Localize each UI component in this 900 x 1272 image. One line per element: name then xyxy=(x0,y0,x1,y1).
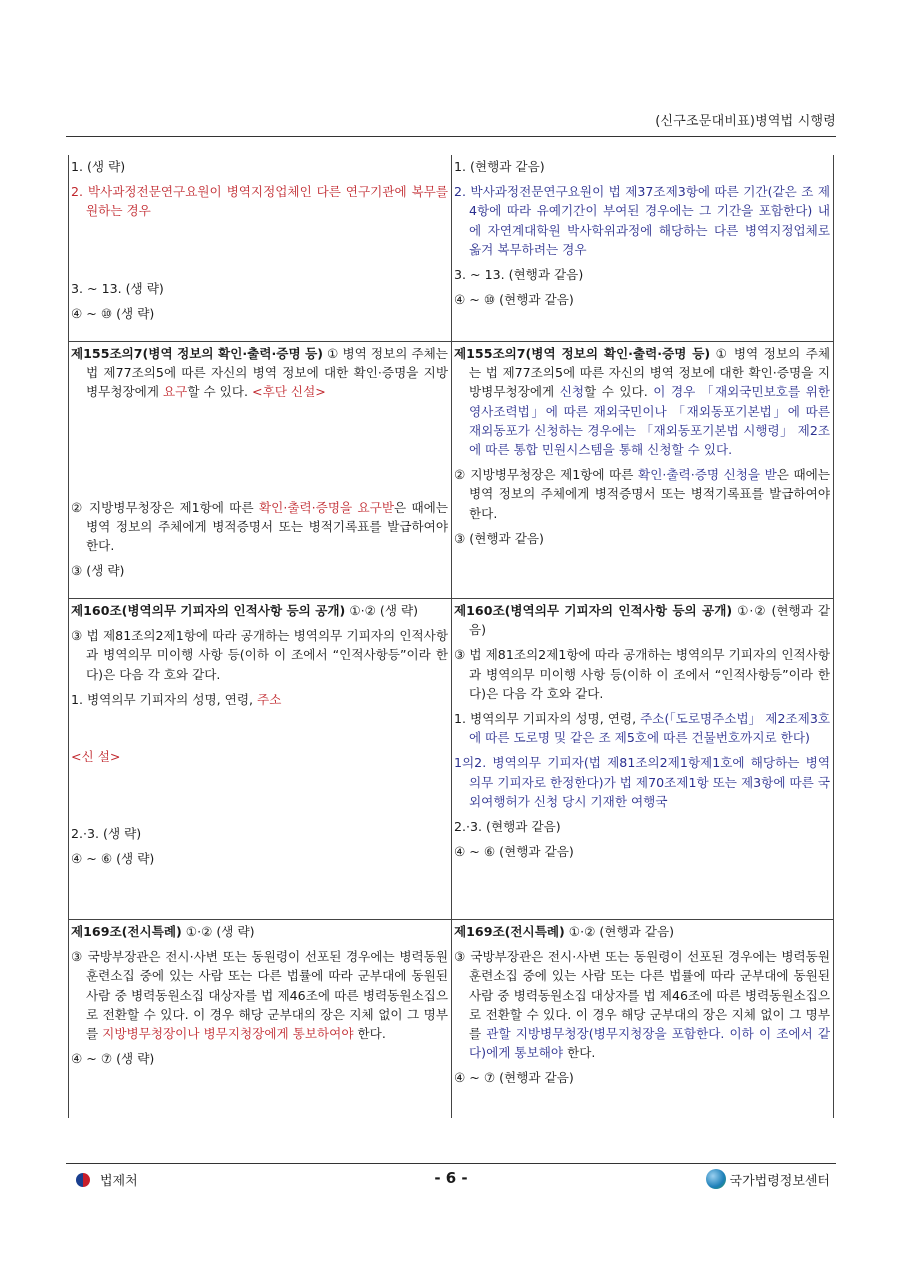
text-segment: 3. ~ 13. (현행과 같음) xyxy=(454,267,584,283)
current-text-cell xyxy=(68,155,451,341)
text-segment: ② 지방병무청장은 제1항에 따른 xyxy=(71,499,259,515)
current-text-cell xyxy=(68,342,451,598)
provision-paragraph xyxy=(71,947,448,1043)
text-segment: 3. ~ 13. (생 략) xyxy=(71,280,164,296)
provision-paragraph xyxy=(454,709,830,747)
provision-paragraph xyxy=(71,690,448,709)
text-segment: ④ ~ ⑥ (생 략) xyxy=(71,851,155,867)
deleted-text: 요구 xyxy=(163,384,188,400)
provision-paragraph xyxy=(71,1049,448,1068)
footer-center-label: 국가법령정보센터 xyxy=(729,1173,830,1189)
provision-paragraph xyxy=(71,922,448,941)
page-footer xyxy=(66,1168,836,1192)
provision-paragraph xyxy=(454,601,830,639)
text-segment: ③ 국방부장관은 전시·사변 또는 동원령이 선포된 경우에는 병력동원훈련소집 중에 있는 사람 또는 다른 법률에 따라 군부대에 동원된 사람 중 병력동원소집 대상자를 법 제46조에 따른 병력동원소집으로 전환할 수 있다. 이 경우 해당 군부대의 장은 지체 없이 그 명부를 xyxy=(454,949,830,1042)
article-heading: 제169조(전시특례) xyxy=(71,924,182,939)
text-segment: 1. 병역의무 기피자의 성명, 연령, xyxy=(71,691,258,707)
inserted-text: 신청 xyxy=(559,384,585,400)
text-segment: 한다. xyxy=(353,1026,386,1042)
table-row xyxy=(68,155,834,342)
provision-paragraph xyxy=(71,498,448,556)
text-segment: 할 수 있다. xyxy=(584,384,654,400)
provision-paragraph xyxy=(454,157,830,176)
text-segment: 1. (현행과 같음) xyxy=(454,159,545,174)
law-center-logo-icon xyxy=(706,1169,726,1189)
article-heading: 제155조의7(병역 정보의 확인·출력·증명 등) xyxy=(71,346,323,361)
deleted-text: 주소 xyxy=(257,691,282,707)
current-text-cell xyxy=(68,599,451,919)
table-row xyxy=(68,599,834,920)
provision-paragraph xyxy=(454,753,830,811)
provision-paragraph xyxy=(71,747,448,766)
provision-paragraph xyxy=(454,529,830,548)
text-segment: ①·② (현행과 같음) xyxy=(564,924,675,939)
text-segment: ③ (생 략) xyxy=(71,563,125,579)
inserted-text: 2. 박사과정전문연구요원이 법 제37조제3항에 따른 기간(같은 조 제4항에 따라 유예기간이 부여된 경우에는 그 기간을 포함한다) 내에 자연계대학원 박사학위과정에 해당하는 다른 병역지정업체로 옮겨 복무하려는 경우 xyxy=(454,184,830,257)
provision-paragraph xyxy=(71,182,448,220)
text-segment: 2.·3. (생 략) xyxy=(71,826,142,842)
provision-paragraph xyxy=(454,265,830,284)
deleted-text: 지방병무청장이나 병무지청장에게 통보하여야 xyxy=(102,1026,354,1042)
revised-text-cell xyxy=(451,599,834,919)
provision-paragraph xyxy=(454,817,830,836)
inserted-text: 주소(「도로명주소법」 제2조제3호에 따른 도로명 및 같은 조 제5호에 따른 건물번호까지로 한다) xyxy=(469,711,830,746)
text-segment: ④ ~ ⑩ (생 략) xyxy=(71,305,155,321)
text-segment: ①·② (생 략) xyxy=(345,603,419,618)
article-heading: 제169조(전시특례) xyxy=(454,924,565,939)
provision-paragraph xyxy=(454,465,830,523)
text-segment: ④ ~ ⑩ (현행과 같음) xyxy=(454,292,574,308)
text-segment: ③ (현행과 같음) xyxy=(454,530,544,546)
text-segment: ④ ~ ⑥ (현행과 같음) xyxy=(454,844,574,860)
deleted-text: 확인·출력·증명을 요구받 xyxy=(258,499,394,515)
inserted-text: 확인·출력·증명 신청을 받 xyxy=(638,467,777,483)
text-segment: 은 때에는 병역 정보의 주체에게 병적증명서 또는 병적기록표를 발급하여야 한다. xyxy=(86,499,448,554)
inserted-text: 1의2. 병역의무 기피자(법 제81조의2제1항제1호에 해당하는 병역의무 기피자로 한정한다)가 법 제70조제1항 또는 제3항에 따른 국외여행허가 신청 당시 기재한 여행국 xyxy=(454,755,830,809)
provision-paragraph xyxy=(454,182,830,259)
text-segment: ①·② (생 략) xyxy=(181,924,255,939)
provision-paragraph xyxy=(71,304,448,323)
header-divider xyxy=(66,136,836,137)
article-heading: 제160조(병역의무 기피자의 인적사항 등의 공개) xyxy=(454,603,733,618)
document-title: (신구조문대비표)병역법 시행령 xyxy=(655,114,836,129)
text-segment: 2.·3. (현행과 같음) xyxy=(454,819,561,835)
provision-paragraph xyxy=(71,279,448,298)
provision-paragraph xyxy=(71,849,448,868)
text-segment: ③ 법 제81조의2제1항에 따라 공개하는 병역의무 기피자의 인적사항과 병역의무 미이행 사항 등(이하 이 조에서 “인적사항등”이라 한다)은 다음 각 호와 같다. xyxy=(454,647,830,701)
provision-paragraph xyxy=(454,290,830,309)
footer-right xyxy=(706,1169,830,1189)
text-segment: 할 수 있다. xyxy=(187,384,253,400)
text-segment: 한다. xyxy=(563,1045,596,1061)
footer-divider xyxy=(66,1163,836,1164)
text-segment: 1. (생 략) xyxy=(71,159,126,174)
text-segment: ③ 국방부장관은 전시·사변 또는 동원령이 선포된 경우에는 병력동원훈련소집 중에 있는 사람 또는 다른 법률에 따라 군부대에 동원된 사람 중 병력동원소집 대상자를 법 제46조에 따른 병력동원소집으로 전환할 수 있다. 이 경우 해당 군부대의 장은 지체 없이 그 명부를 xyxy=(71,949,448,1042)
text-segment: ① 병역 정보의 주체는 법 제77조의5에 따른 자신의 병역 정보에 대한 확인·증명을 지방병무청장에게 xyxy=(86,346,448,400)
provision-paragraph xyxy=(71,824,448,843)
provision-paragraph xyxy=(454,842,830,861)
provision-paragraph xyxy=(71,157,448,176)
article-heading: 제155조의7(병역 정보의 확인·출력·증명 등) xyxy=(454,346,711,361)
text-segment: 1. 병역의무 기피자의 성명, 연령, xyxy=(454,711,641,727)
provision-paragraph xyxy=(454,947,830,1062)
revised-text-cell xyxy=(451,155,834,341)
inserted-text: 관할 지방병무청장(병무지청장을 포함한다. 이하 이 조에서 같다)에게 통보해야 xyxy=(469,1026,830,1061)
text-segment: ② 지방병무청장은 제1항에 따른 xyxy=(454,467,639,483)
deleted-text: <신 설> xyxy=(71,749,121,765)
revised-text-cell xyxy=(451,920,834,1118)
article-heading: 제160조(병역의무 기피자의 인적사항 등의 공개) xyxy=(71,603,346,618)
text-segment: ①·② (현행과 같음) xyxy=(469,603,830,638)
provision-paragraph xyxy=(71,561,448,580)
current-text-cell xyxy=(68,920,451,1118)
inserted-text: 이 경우 「재외국민보호를 위한 영사조력법」에 따른 재외국민이나 「재외동포기본법」에 따른 재외동포가 신청하는 경우에는 「재외동포기본법 시행령」 제2조에 따른 통합 민원시스템을 통해 신청할 수 있다. xyxy=(469,384,830,458)
provision-paragraph xyxy=(71,601,448,620)
provision-paragraph xyxy=(454,645,830,703)
text-segment: ① 병역 정보의 주체는 법 제77조의5에 따른 자신의 병역 정보에 대한 확인·증명을 지방병무청장에게 xyxy=(469,346,830,400)
provision-paragraph xyxy=(454,922,830,941)
text-segment: 은 때에는 병역 정보의 주체에게 병적증명서 또는 병적기록표를 발급하여야 한다. xyxy=(469,467,831,521)
deleted-text: <후단 신설> xyxy=(252,384,326,400)
text-segment: ④ ~ ⑦ (생 략) xyxy=(71,1051,155,1067)
text-segment: ③ 법 제81조의2제1항에 따라 공개하는 병역의무 기피자의 인적사항과 병역의무 미이행 사항 등(이하 이 조에서 “인적사항등”이라 한다)은 다음 각 호와 같다. xyxy=(71,628,448,682)
revised-text-cell xyxy=(451,342,834,598)
deleted-text: 2. 박사과정전문연구요원이 병역지정업체인 다른 연구기관에 복무를 원하는 경우 xyxy=(71,184,448,219)
table-row xyxy=(68,342,834,599)
provision-paragraph xyxy=(454,1068,830,1087)
provision-paragraph xyxy=(454,344,830,459)
comparison-table xyxy=(68,155,834,1118)
provision-paragraph xyxy=(71,344,448,402)
footer-ministry-label: 법제처 xyxy=(100,1174,138,1189)
provision-paragraph xyxy=(71,626,448,684)
text-segment: ④ ~ ⑦ (현행과 같음) xyxy=(454,1070,574,1086)
page-number: - 6 - xyxy=(434,1169,468,1187)
table-row xyxy=(68,920,834,1118)
